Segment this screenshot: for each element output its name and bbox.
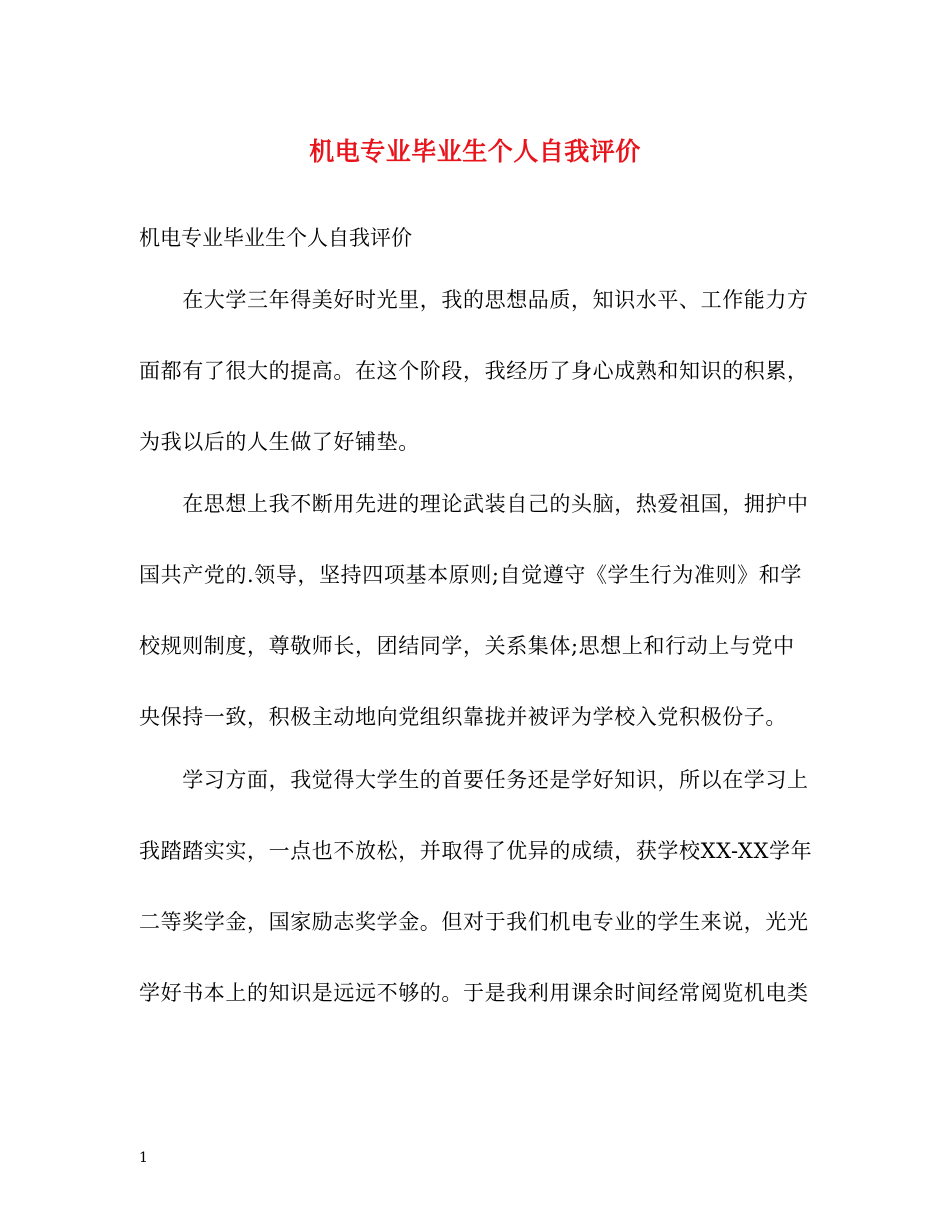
body-line: 我踏踏实实，一点也不放松，并取得了优异的成绩，获学校XX-XX学年 [139, 839, 813, 863]
body-line: 面都有了很大的提高。在这个阶段，我经历了身心成熟和知识的积累， [139, 359, 809, 383]
page-number: 1 [139, 1150, 148, 1166]
body-line: 二等奖学金，国家励志奖学金。但对于我们机电专业的学生来说，光光 [139, 910, 809, 934]
document-subtitle: 机电专业毕业生个人自我评价 [139, 226, 412, 250]
body-line: 学习方面，我觉得大学生的首要任务还是学好知识，所以在学习上 [139, 768, 809, 792]
body-line: 国共产党的.领导，坚持四项基本原则;自觉遵守《学生行为准则》和学 [139, 563, 802, 587]
body-line: 为我以后的人生做了好铺垫。 [139, 430, 420, 454]
body-line: 校规则制度，尊敬师长，团结同学，关系集体;思想上和行动上与党中 [139, 634, 795, 658]
body-line: 学好书本上的知识是远远不够的。于是我利用课余时间经常阅览机电类 [139, 981, 809, 1005]
body-line: 央保持一致，积极主动地向党组织靠拢并被评为学校入党积极份子。 [139, 705, 787, 729]
document-title: 机电专业毕业生个人自我评价 [309, 137, 641, 166]
body-line: 在大学三年得美好时光里，我的思想品质，知识水平、工作能力方 [139, 288, 809, 312]
body-line: 在思想上我不断用先进的理论武装自己的头脑，热爱祖国，拥护中 [139, 492, 809, 516]
